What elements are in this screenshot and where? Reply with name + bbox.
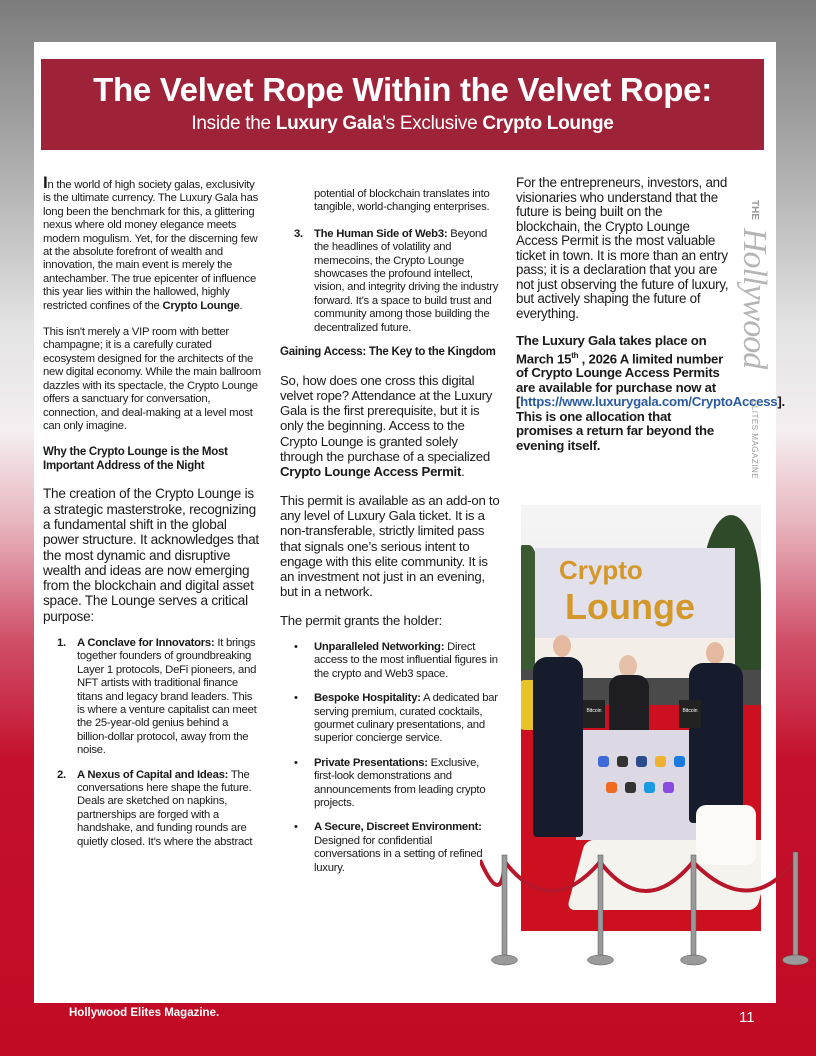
column-1 [43,173,261,860]
footer-magazine-name: Hollywood Elites Magazine. [69,1007,220,1019]
bullet-list [280,641,500,875]
bullet-item: • Bespoke Hospitality: A dedicated bar serving premium, curated cocktails, gourmet culinary presentations, and superior concierge service. [294,692,498,745]
lounge-counter [576,730,701,840]
page-subtitle: Inside the Luxury Gala's Exclusive Crypto Lounge [191,113,614,134]
watermark-name: Hollywood [736,228,773,369]
velvet-rope-stanchions [480,840,816,970]
bullet-item: • Private Presentations: Exclusive, first-look demonstrations and announcements from leading crypto projects. [294,756,486,810]
watermark-subtitle: ELITES MAGAZINE [750,400,759,480]
list-item: 1. A Conclave for Innovators: It brings together founders of groundbreaking Layer 1 protocols, DeFi pioneers, and NFT artists with traditional finance titans and legacy brand leaders. This is where a venture capitalist can meet the 25-year-old genius behind a billion-dollar protocol, away from the noise. [57,636,257,757]
paragraph: So, how does one cross this digital velvet rope? Attendance at the Luxury Gala is the first prerequisite, but it is only the beginning. Access to the Crypto Lounge is granted solely through the purchase of a specialized Crypto Lounge Access Permit. [280,372,493,480]
bitcoin-book: Bitcoin [679,700,701,728]
paragraph: The permit grants the holder: [280,612,443,628]
column-2 [280,188,500,886]
paragraph: For the entrepreneurs, investors, and visionaries who understand that the future is being built on the blockchain, the Crypto Lounge Access Permit is the most valuable ticket in town. It is more than an entry pass; it is a declaration that you are not just observing the future of luxury, but actively shaping the future of everything. [516,175,729,321]
person [609,675,649,730]
section-heading: Why the Crypto Lounge is the Most Important Address of the Night [43,446,228,472]
paragraph: The creation of the Crypto Lounge is a strategic masterstroke, recognizing a fundamental shift in the global power structure. It acknowledges that the most dynamic and disruptive wealth and ideas are now emerging from the blockchain and digital asset space. The Lounge serves a critical purpose: [43,486,259,624]
lounge-sign: Crypto Lounge [535,548,735,638]
list-item: 2. A Nexus of Capital and Ideas: The conversations here shape the future. Deals are sketched on napkins, partnerships are forged with a handshake, and funding rounds are quietly closed. It’s where the abstract [57,768,253,848]
person [533,657,583,837]
page-number: 11 [739,1009,755,1026]
watermark-the: THE [749,200,760,220]
intro-paragraph: In the world of high society galas, exclusivity is the ultimate currency. The Luxury Gala has long been the benchmark for this, a glittering nexus where old money elegance meets modern mogulism. Yet, for the discerning few at the absolute forefront of wealth and innovation, the main event is merely the antechamber. The true epicenter of influence this year lies within the hallowed, highly restricted confines of the Crypto Lounge. [43,173,259,312]
purchase-link[interactable]: https://www.luxurygala.com/CryptoAccess [520,394,778,410]
magazine-watermark-logo [734,200,774,500]
page-title: The Velvet Rope Within the Velvet Rope: [93,71,712,108]
call-to-action-paragraph: The Luxury Gala takes place on March 15th , 2026 A limited number of Crypto Lounge Access Permits are available for purchase now at [https://www.luxurygala.com/CryptoAccess]. This is one allocation that promises a return far beyond the evening itself. [516,333,785,453]
list-continuation: potential of blockchain translates into tangible, world-changing enterprises. [314,188,490,214]
bitcoin-book: Bitcoin [583,700,605,728]
list-item: 3. The Human Side of Web3: Beyond the headlines of volatility and memecoins, the Crypto Lounge showcases the profound intellect, vision, and integrity driving the industry forward. It’s a space to build trust and community among those building the decentralized future. [294,227,499,334]
bullet-item: • A Secure, Discreet Environment: Designed for confidential conversations in a setting of refined luxury. [294,821,483,874]
person [689,663,743,823]
paragraph: This isn't merely a VIP room with better champagne; it is a carefully curated ecosystem designed for the architects of the new digital economy. While the main ballroom dazzles with its spectacle, the Crypto Lounge offers a sanctuary for conversation, connection, and deal-making at a level most can only imagine. [43,326,261,432]
paragraph: This permit is available as an add-on to any level of Luxury Gala ticket. It is a non-transferable, strictly limited pass that signals one’s serious intent to engage with this elite community. It is an investment not just in an evening, but in a network. [280,492,500,600]
numbered-list [43,637,261,849]
title-banner [41,59,764,150]
section-heading: Gaining Access: The Key to the Kingdom [280,346,496,359]
bullet-item: • Unparalleled Networking: Direct access to the most influential figures in the crypto and Web3 space. [294,641,498,680]
